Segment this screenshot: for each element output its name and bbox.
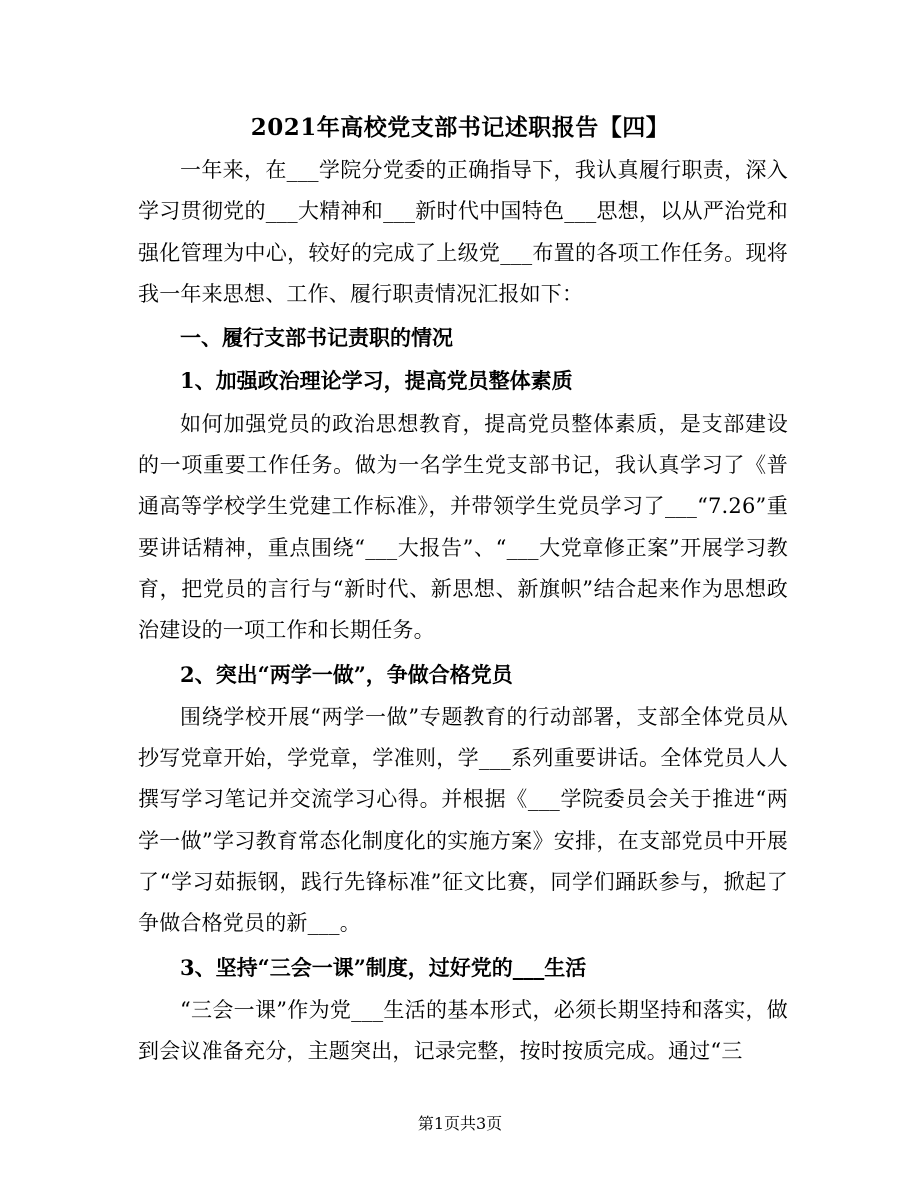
subsection-heading-2: 2、突出“两学一做”，争做合格党员 — [180, 661, 513, 687]
paragraph-theory-study: 如何加强党员的政治思想教育，提高党员整体素质，是支部建设的一项重要工作任务。做为一名学生党支部书记，我认真学习了《普通高等学校学生党建工作标准》，并带领学生党员学习了___“7.26”重要讲话精神，重点围绕“___大报告”、“___大党章修正案”开展学习教育，把党员的言行与“新时代、新思想、新旗帜”结合起来作为思想政治建设的一项工作和长期任务。 — [138, 411, 788, 643]
subsection-heading-1: 1、加强政治理论学习，提高党员整体素质 — [180, 368, 573, 394]
document-body — [138, 150, 788, 1073]
paragraph-two-studies: 围绕学校开展“两学一做”专题教育的行动部署，支部全体党员从抄写党章开始，学党章，学准则，学___系列重要讲话。全体党员人人撰写学习笔记并交流学习心得。并根据《___学院委员会关于推进“两学一做”学习教育常态化制度化的实施方案》安排，在支部党员中开展了“学习茹振钢，践行先锋标准”征文比赛，同学们踊跃参与，掀起了争做合格党员的新___。 — [138, 704, 788, 936]
subsection-heading-3: 3、坚持“三会一课”制度，过好党的___生活 — [180, 954, 587, 980]
paragraph-intro: 一年来，在___学院分党委的正确指导下，我认真履行职责，深入学习贯彻党的___大精神和___新时代中国特色___思想，以从严治党和强化管理为中心，较好的完成了上级党___布置的各项工作任务。现将我一年来思想、工作、履行职责情况汇报如下： — [138, 158, 788, 306]
page-number-footer: 第1页共3页 — [417, 1114, 503, 1133]
document-title: 2021年高校党支部书记述职报告【四】 — [250, 114, 670, 141]
section-heading-1: 一、履行支部书记责职的情况 — [180, 325, 453, 351]
paragraph-three-meetings: “三会一课”作为党___生活的基本形式，必须长期坚持和落实，做到会议准备充分，主题突出，记录完整，按时按质完成。通过“三 — [138, 997, 788, 1064]
